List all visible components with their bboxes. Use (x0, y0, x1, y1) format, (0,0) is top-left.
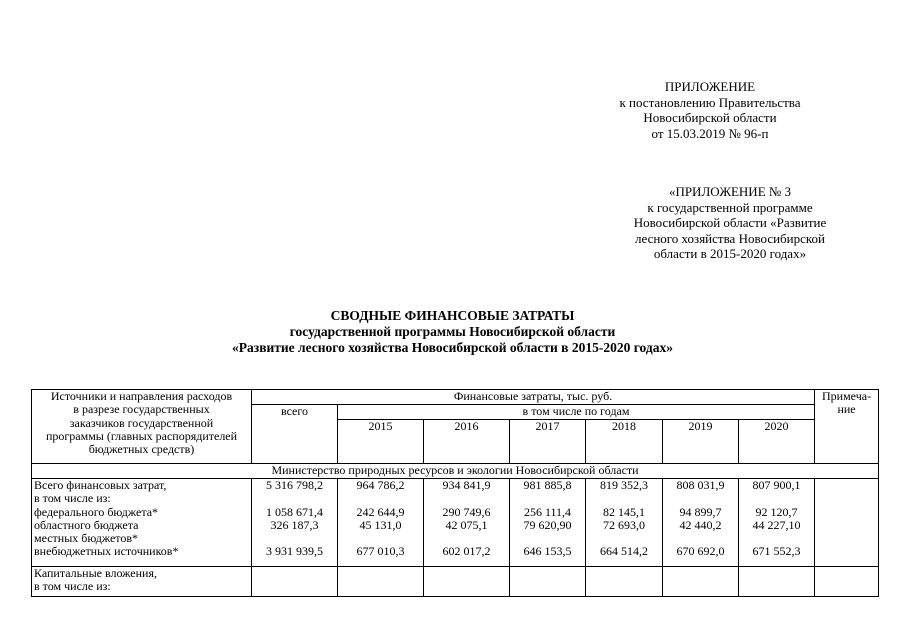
value-cell: 242 644,9 (356, 504, 405, 519)
title-line: СВОДНЫЕ ФИНАНСОВЫЕ ЗАТРАТЫ (330, 308, 575, 323)
value-cell: 42 440,2 (679, 517, 722, 532)
empty-cell (663, 567, 739, 597)
header-note-line: Примеча- (822, 389, 872, 403)
appendix-program-line: области в 2015-2020 годах» (653, 246, 807, 262)
value-cell: 92 120,7 (755, 504, 798, 519)
year-2015-column (338, 479, 424, 567)
header-year: 2020 (739, 420, 815, 464)
header-sources-line: в разрезе государственных (73, 402, 210, 417)
header-by-years: в том числе по годам (338, 405, 815, 420)
header-year: 2018 (586, 420, 663, 464)
row-label: в том числе из: (34, 491, 111, 506)
appendix-decree-line: к постановлению Правительства (619, 94, 801, 110)
value-cell: 44 227,10 (752, 517, 801, 532)
value-cell: 3 931 939,5 (266, 544, 323, 559)
section-ministry: Министерство природных ресурсов и экологии Новосибирской области (32, 464, 879, 479)
header-note-cell (815, 390, 879, 464)
year-2017-column (510, 479, 586, 567)
header-year: 2017 (510, 420, 586, 464)
value-cell: 79 620,90 (523, 517, 572, 532)
appendix-decree-line: ПРИЛОЖЕНИЕ (664, 79, 756, 94)
row-label: внебюджетных источников* (34, 544, 179, 559)
value-cell: 72 693,0 (603, 517, 645, 532)
value-cell: 45 131,0 (359, 517, 402, 532)
empty-cell (815, 567, 879, 597)
empty-cell (338, 567, 424, 597)
value-cell: 646 153,5 (523, 544, 572, 559)
title-line: государственной программы Новосибирской области (289, 323, 616, 339)
year-2018-column (586, 479, 663, 567)
empty-cell (252, 567, 338, 597)
year-2020-column (739, 479, 815, 567)
value-cell: 602 017,2 (442, 544, 491, 559)
appendix-program-line: лесного хозяйства Новосибирской (634, 230, 826, 246)
header-sources-line: Источники и направления расходов (50, 389, 233, 403)
value-cell: 290 749,6 (442, 504, 491, 519)
value-cell: 670 692,0 (676, 544, 725, 559)
note-cell (815, 479, 879, 567)
row-label: в том числе из: (34, 579, 111, 594)
title-line: «Развитие лесного хозяйства Новосибирской области в 2015-2020 годах» (232, 339, 673, 355)
capital-labels-cell (32, 567, 252, 597)
row-label: местных бюджетов* (34, 531, 139, 546)
value-cell: 256 111,4 (523, 504, 572, 519)
value-cell: 1 058 671,4 (266, 504, 323, 519)
value-cell: 664 514,2 (600, 544, 648, 559)
header-year: 2016 (424, 420, 510, 464)
row-labels-cell (32, 479, 252, 567)
appendix-decree-line: от 15.03.2019 № 96-п (651, 125, 769, 141)
value-cell: 964 786,2 (356, 478, 405, 492)
value-cell: 671 552,3 (752, 544, 801, 559)
appendix-program-block (580, 184, 880, 262)
value-cell: 42 075,1 (445, 517, 488, 532)
header-year: 2015 (338, 420, 424, 464)
value-cell: 807 900,1 (752, 478, 801, 492)
total-column (252, 479, 338, 567)
value-cell: 981 885,8 (523, 478, 572, 492)
value-cell: 326 187,3 (270, 517, 319, 532)
appendix-program-line: «ПРИЛОЖЕНИЕ № 3 (668, 184, 792, 199)
appendix-decree-line: Новосибирской области (643, 110, 777, 126)
value-cell: 677 010,3 (356, 544, 405, 559)
row-label: Всего финансовых затрат, (34, 478, 167, 492)
year-2019-column (663, 479, 739, 567)
header-costs: Финансовые затраты, тыс. руб. (252, 390, 815, 405)
appendix-program-line: к государственной программе (647, 199, 813, 215)
appendix-decree-block (560, 79, 860, 141)
document-title (0, 308, 905, 355)
financial-costs-table (31, 389, 879, 597)
empty-cell (739, 567, 815, 597)
header-total: всего (252, 405, 338, 464)
value-cell: 808 031,9 (676, 478, 725, 492)
header-sources-line: заказчиков государственной (69, 415, 214, 430)
empty-cell (510, 567, 586, 597)
value-cell: 934 841,9 (442, 478, 491, 492)
header-sources-line: программы (главных распорядителей (45, 428, 238, 443)
header-sources-cell (32, 390, 252, 464)
empty-cell (586, 567, 663, 597)
value-cell: 94 899,7 (679, 504, 722, 519)
year-2016-column (424, 479, 510, 567)
value-cell: 5 316 798,2 (266, 478, 323, 492)
header-note-line: ние (837, 402, 856, 417)
empty-cell (424, 567, 510, 597)
value-cell: 819 352,3 (600, 478, 648, 492)
header-sources-line: бюджетных средств) (88, 442, 195, 457)
row-label: областного бюджета (34, 517, 139, 532)
appendix-program-line: Новосибирской области «Развитие (633, 215, 827, 231)
row-label: федерального бюджета* (34, 504, 159, 519)
header-year: 2019 (663, 420, 739, 464)
value-cell: 82 145,1 (603, 504, 645, 519)
row-label: Капитальные вложения, (34, 566, 157, 580)
